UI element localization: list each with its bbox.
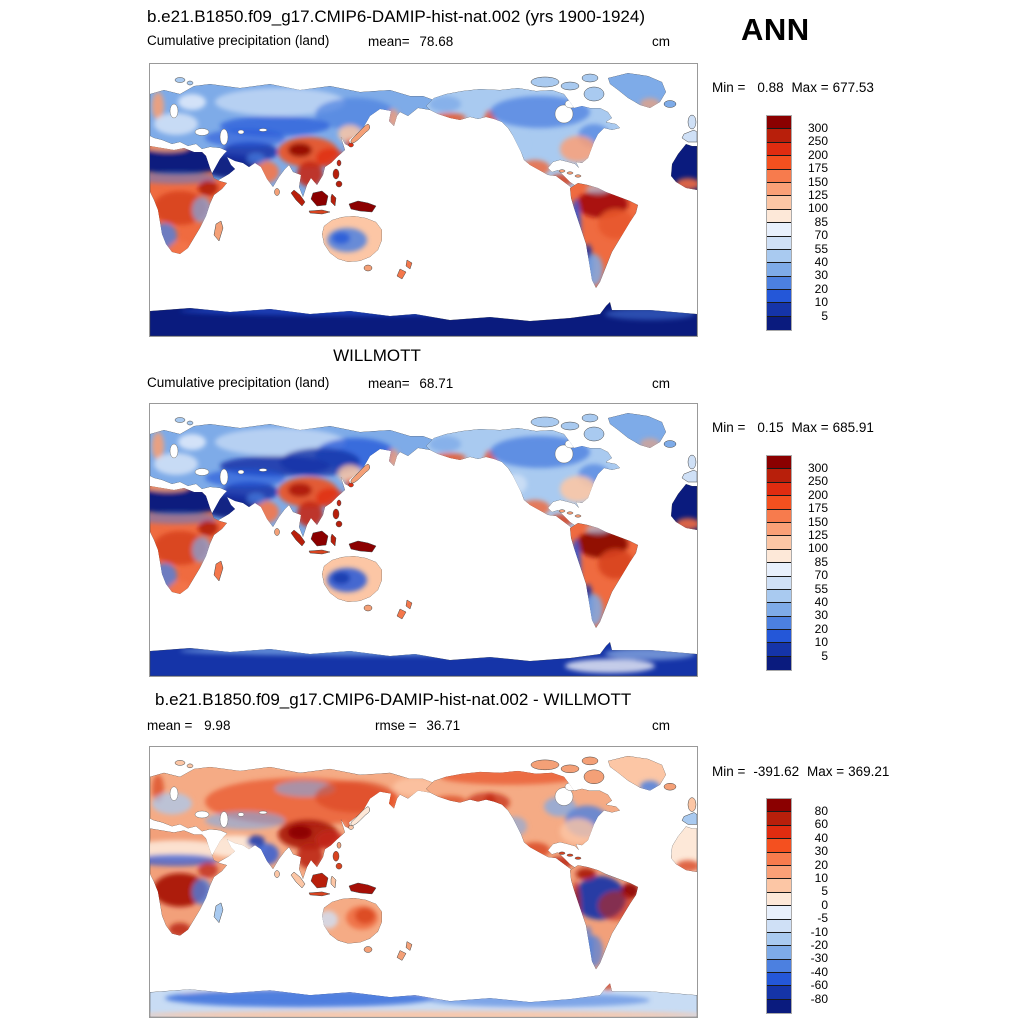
map-patch-greenland-south-accent [640, 781, 660, 793]
map-patch-na-arctic-red [440, 769, 580, 785]
colorbar-tick-label: 20 [814, 857, 828, 872]
colorbar-tick-label: 125 [807, 527, 828, 542]
map-patch-east-siberia [315, 781, 395, 813]
colorbar-segment [767, 866, 791, 879]
map-patch-ethiopia-dark [198, 862, 218, 878]
colorbar-segment [767, 920, 791, 933]
colorbar-segment [767, 116, 791, 129]
colorbar-segment [767, 603, 791, 616]
panel3-min-value: -391.62 [753, 764, 800, 779]
colorbar-tick-label: 70 [814, 228, 828, 243]
map-patch-west-us-pale [503, 474, 527, 494]
map-patch-centam-red [550, 856, 574, 868]
colorbar-tick-label: 10 [814, 635, 828, 650]
map-patch-venezuela-pale [586, 184, 610, 194]
map-patch-ethiopia-dark [198, 520, 218, 536]
map-region-java [309, 210, 330, 214]
map-patch-central-asia-blue [205, 469, 285, 487]
colorbar-tick-label: 80 [814, 803, 828, 818]
colorbar-segment [767, 879, 791, 892]
colorbar-tick-label: 40 [814, 594, 828, 609]
map-patch-nw-india-blue [247, 493, 265, 505]
colorbar-segment [767, 250, 791, 263]
colorbar-tick-label: 85 [814, 214, 828, 229]
map-patch-indochina-red [297, 161, 323, 187]
map-patch-west-us-pale [503, 134, 527, 154]
map-region-iberia [682, 130, 697, 142]
map-patch-andes-blue [571, 881, 581, 941]
map-region-sri-lanka [275, 189, 280, 196]
colorbar-segment [767, 906, 791, 919]
world-map [150, 404, 697, 676]
panel3-rmse [375, 718, 460, 733]
map-patch-central-asia-blue [205, 129, 285, 147]
map-patch-east-africa-blue [192, 879, 212, 905]
map-patch-patagonia-blue [585, 936, 603, 968]
map-region-madagascar [214, 221, 223, 241]
map-region-iceland [664, 783, 676, 790]
colorbar-segment [767, 643, 791, 656]
colorbar-tick-label: 125 [807, 187, 828, 202]
colorbar-swatch-column [766, 455, 792, 671]
map-patch-s-africa-red [169, 581, 191, 595]
colorbar-segment [767, 523, 791, 536]
panel1-mean [368, 34, 453, 49]
map-patch-aus-core [332, 572, 350, 584]
map-region-kyushu [349, 825, 354, 829]
map-region-new-zealand [397, 942, 412, 961]
colorbar-tick-label: 300 [807, 120, 828, 135]
panel3-max-label: Max = [806, 764, 845, 779]
map-patch-greenland-south-accent [640, 438, 660, 450]
colorbar-tick-label: 250 [807, 134, 828, 149]
map-patch-kamchatka-salmon [387, 449, 399, 467]
panel3-minmax [712, 764, 893, 779]
map-patch-east-us-salmon [560, 818, 596, 844]
panel2-min-value: 0.15 [757, 420, 784, 435]
map-region-kyushu [349, 143, 354, 147]
colorbar-tick-label: 40 [814, 254, 828, 269]
map-patch-ant-east-accent [605, 648, 695, 660]
map-panel-model [149, 63, 698, 337]
map-patch-alaska-blue [429, 96, 461, 112]
season-label: ANN [741, 12, 810, 47]
colorbar-model [766, 115, 836, 330]
map-region-java [309, 892, 330, 896]
colorbar-segment [767, 469, 791, 482]
map-region-sri-lanka [275, 871, 280, 878]
map-region-svalbard [175, 418, 193, 426]
colorbar-segment [767, 986, 791, 999]
colorbar-tick-label: 30 [814, 844, 828, 859]
panel1-minmax [712, 80, 878, 95]
map-patch-ant-blue-band-right [430, 993, 650, 1007]
panel2-minmax [712, 420, 878, 435]
map-patch-canada-blue [490, 96, 590, 128]
colorbar-segment [767, 973, 791, 986]
map-patch-tibet-core [288, 143, 312, 157]
colorbar-segment [767, 563, 791, 576]
map-patch-tibet-core [288, 825, 312, 839]
colorbar-segment [767, 799, 791, 812]
panel3-mean [147, 718, 230, 733]
colorbar-difference [766, 798, 836, 1013]
colorbar-tick-label: -10 [810, 924, 828, 939]
map-patch-kamchatka-salmon [387, 792, 399, 810]
map-region-antarctica [150, 302, 697, 336]
panel1-min-label: Min = [712, 80, 746, 95]
map-patch-nordic-pale [178, 94, 206, 110]
map-region-new-guinea [349, 883, 376, 894]
map-region-philippines [333, 509, 342, 527]
colorbar-tick-label: -30 [810, 951, 828, 966]
map-region-philippines [333, 169, 342, 187]
map-patch-greenland-south-accent [640, 98, 660, 110]
colorbar-segment [767, 657, 791, 670]
colorbar-tick-label: 55 [814, 581, 828, 596]
colorbar-segment [767, 839, 791, 852]
panel2-min-label: Min = [712, 420, 746, 435]
colorbar-tick-label: -80 [810, 991, 828, 1006]
panel3-rmse-label: rmse = [375, 718, 417, 733]
map-patch-brazil-orange [598, 549, 634, 579]
colorbar-segment [767, 933, 791, 946]
map-region-iberia [682, 470, 697, 482]
colorbar-segment [767, 496, 791, 509]
map-patch-patagonia-blue [585, 254, 603, 286]
colorbar-tick-label: 100 [807, 201, 828, 216]
panel2-mean [368, 376, 453, 391]
colorbar-segment [767, 510, 791, 523]
map-patch-alaska-south-orange [434, 113, 466, 123]
world-map [150, 747, 697, 1017]
map-panel-difference [149, 746, 698, 1018]
colorbar-segment [767, 156, 791, 169]
colorbar-tick-label: 300 [807, 460, 828, 475]
map-region-new-zealand [397, 600, 412, 619]
map-region-iceland [664, 441, 676, 448]
colorbar-tick-label: 5 [821, 648, 828, 663]
colorbar-segment [767, 237, 791, 250]
panel2-mean-label: mean= [368, 376, 410, 391]
map-region-taiwan [337, 842, 341, 848]
colorbar-segment [767, 960, 791, 973]
panel1-title: b.e21.B1850.f09_g17.CMIP6-DAMIP-hist-nat.002 (yrs 1900-1924) [147, 7, 645, 26]
colorbar-tick-label: -60 [810, 978, 828, 993]
colorbar-segment [767, 536, 791, 549]
map-region-uk-sliver [688, 115, 696, 129]
map-patch-india-salmon [253, 843, 279, 865]
map-patch-aus-core [332, 232, 350, 244]
map-patch-mexico-orange [520, 500, 550, 516]
colorbar-segment [767, 893, 791, 906]
colorbar-segment [767, 183, 791, 196]
map-patch-mexico-orange [520, 842, 550, 858]
colorbar-tick-label: 55 [814, 241, 828, 256]
colorbar-tick-label: -5 [817, 911, 828, 926]
map-region-iceland [664, 101, 676, 108]
colorbar-segment [767, 812, 791, 825]
colorbar-tick-label: 5 [821, 884, 828, 899]
map-patch-ant-blue-band [165, 989, 435, 1007]
map-patch-central-asia-blue [205, 812, 285, 830]
colorbar-tick-label: 40 [814, 830, 828, 845]
panel3-min-label: Min = [712, 764, 746, 779]
colorbar-tick-label: 175 [807, 501, 828, 516]
map-patch-s-africa-red [169, 923, 191, 937]
colorbar-segment [767, 590, 791, 603]
map-region-sulawesi [331, 194, 336, 206]
colorbar-tick-label: 100 [807, 541, 828, 556]
map-patch-andes-blue [571, 539, 581, 599]
colorbar-tick-label: 250 [807, 474, 828, 489]
colorbar-segment [767, 630, 791, 643]
map-region-uk-sliver [688, 455, 696, 469]
panel3-title: b.e21.B1850.f09_g17.CMIP6-DAMIP-hist-nat.002 - WILLMOTT [155, 690, 632, 709]
map-region-tasmania [364, 947, 372, 953]
map-patch-mexico-orange [520, 160, 550, 176]
map-patch-centam-red [550, 174, 574, 186]
colorbar-tick-label: 0 [821, 897, 828, 912]
map-region-new-guinea [349, 541, 376, 552]
colorbar-segment [767, 170, 791, 183]
map-region-java [309, 550, 330, 554]
map-region-philippines [333, 851, 342, 869]
colorbar-segment [767, 853, 791, 866]
map-patch-alaska-south-orange [434, 796, 466, 806]
map-patch-nw-india-blue [247, 153, 265, 165]
map-region-borneo [311, 191, 328, 206]
map-patch-colombia-darkred [576, 868, 596, 880]
map-patch-alaska-blue [429, 436, 461, 452]
map-patch-patagonia-blue [585, 594, 603, 626]
world-map [150, 64, 697, 336]
map-region-svalbard [175, 760, 193, 767]
map-panel-observation [149, 403, 698, 677]
panel3-max-value: 369.21 [848, 764, 890, 779]
colorbar-segment [767, 196, 791, 209]
map-patch-india-salmon [253, 161, 279, 183]
colorbar-segment [767, 277, 791, 290]
panel3-mean-value: 9.98 [204, 718, 231, 733]
map-region-tasmania [364, 265, 372, 271]
panel3-rmse-value: 36.71 [426, 718, 461, 733]
map-region-iberia [682, 813, 697, 825]
panel1-max-label: Max = [791, 80, 829, 95]
colorbar-segment [767, 826, 791, 839]
colorbar-tick-label: 60 [814, 817, 828, 832]
map-region-sri-lanka [275, 529, 280, 536]
map-region-sulawesi [331, 534, 336, 546]
colorbar-segment [767, 1000, 791, 1013]
map-patch-aus-west-pale [318, 911, 338, 929]
map-region-madagascar [214, 903, 223, 923]
map-region-kyushu [349, 483, 354, 487]
colorbar-segment [767, 129, 791, 142]
map-patch-kamchatka-salmon [387, 109, 399, 127]
colorbar-segment [767, 577, 791, 590]
colorbar-tick-label: 20 [814, 621, 828, 636]
panel2-unit: cm [652, 376, 670, 391]
colorbar-segment [767, 456, 791, 469]
colorbar-tick-label: 30 [814, 268, 828, 283]
map-region-tasmania [364, 605, 372, 611]
colorbar-segment [767, 550, 791, 563]
panel1-min-value: 0.88 [757, 80, 784, 95]
colorbar-segment [767, 210, 791, 223]
panel1-mean-label: mean= [368, 34, 410, 49]
colorbar-observation [766, 455, 836, 670]
map-region-uk-sliver [688, 798, 696, 812]
map-patch-na-west-red [466, 793, 510, 813]
map-patch-east-us-salmon [560, 476, 596, 502]
colorbar-segment [767, 263, 791, 276]
panel2-max-value: 685.91 [832, 420, 874, 435]
panel3-unit: cm [652, 718, 670, 733]
map-patch-indochina-red [297, 843, 323, 869]
colorbar-segment [767, 483, 791, 496]
colorbar-segment [767, 617, 791, 630]
map-patch-indochina-red [297, 501, 323, 527]
panel2-mean-value: 68.71 [419, 376, 454, 391]
map-patch-canada-blue [490, 436, 590, 468]
panel1-variable-label: Cumulative precipitation (land) [147, 33, 330, 48]
map-region-madagascar [214, 561, 223, 581]
map-patch-ant-east-accent [605, 308, 695, 320]
colorbar-segment [767, 290, 791, 303]
panel2-title: WILLMOTT [333, 346, 421, 365]
map-region-sulawesi [331, 876, 336, 888]
map-patch-east-africa-blue [192, 537, 212, 563]
panel3-mean-label: mean = [147, 718, 193, 733]
colorbar-tick-label: -40 [810, 964, 828, 979]
map-patch-brazil-orange [598, 891, 634, 921]
colorbar-tick-label: 200 [807, 487, 828, 502]
colorbar-segment [767, 223, 791, 236]
map-region-borneo [311, 531, 328, 546]
map-patch-india-salmon [253, 501, 279, 523]
map-patch-venezuela-pale [586, 524, 610, 534]
colorbar-tick-label: -20 [810, 937, 828, 952]
colorbar-segment [767, 143, 791, 156]
map-region-svalbard [175, 78, 193, 86]
map-patch-brazil-orange [598, 209, 634, 239]
colorbar-tick-label: 20 [814, 281, 828, 296]
colorbar-tick-label: 10 [814, 295, 828, 310]
colorbar-tick-label: 10 [814, 870, 828, 885]
map-patch-west-us-pale [503, 816, 527, 836]
panel1-unit: cm [652, 34, 670, 49]
colorbar-swatch-column [766, 798, 792, 1014]
map-patch-ant-peninsula-red [601, 980, 615, 990]
colorbar-tick-label: 150 [807, 514, 828, 529]
colorbar-tick-label: 85 [814, 554, 828, 569]
map-region-new-zealand [397, 260, 412, 279]
map-patch-ethiopia-dark [198, 180, 218, 196]
map-region-new-guinea [349, 201, 376, 212]
map-patch-centam-red [550, 514, 574, 526]
colorbar-segment [767, 317, 791, 330]
colorbar-tick-label: 5 [821, 308, 828, 323]
colorbar-segment [767, 303, 791, 316]
map-region-taiwan [337, 160, 341, 166]
map-patch-alaska-south-orange [434, 453, 466, 463]
colorbar-tick-label: 175 [807, 161, 828, 176]
colorbar-swatch-column [766, 115, 792, 331]
map-patch-nordic-pale [178, 434, 206, 450]
map-patch-ant-white-gap [565, 659, 655, 673]
map-patch-east-africa-blue [192, 197, 212, 223]
map-patch-east-us-salmon [560, 136, 596, 162]
map-region-borneo [311, 873, 328, 888]
panel2-variable-label: Cumulative precipitation (land) [147, 375, 330, 390]
panel2-max-label: Max = [791, 420, 829, 435]
map-patch-ant-fringe [180, 646, 600, 656]
colorbar-tick-label: 200 [807, 147, 828, 162]
colorbar-tick-label: 30 [814, 608, 828, 623]
panel1-max-value: 677.53 [832, 80, 874, 95]
map-patch-tibet-core [288, 483, 312, 497]
colorbar-tick-label: 70 [814, 568, 828, 583]
map-patch-aus-core-red [355, 908, 375, 924]
map-patch-nw-india-blue [247, 835, 265, 847]
map-patch-andes-blue [571, 199, 581, 259]
colorbar-tick-label: 150 [807, 174, 828, 189]
map-patch-s-africa-red [169, 241, 191, 255]
colorbar-segment [767, 946, 791, 959]
map-patch-ant-fringe [180, 306, 600, 316]
map-region-taiwan [337, 500, 341, 506]
panel1-mean-value: 78.68 [419, 34, 454, 49]
